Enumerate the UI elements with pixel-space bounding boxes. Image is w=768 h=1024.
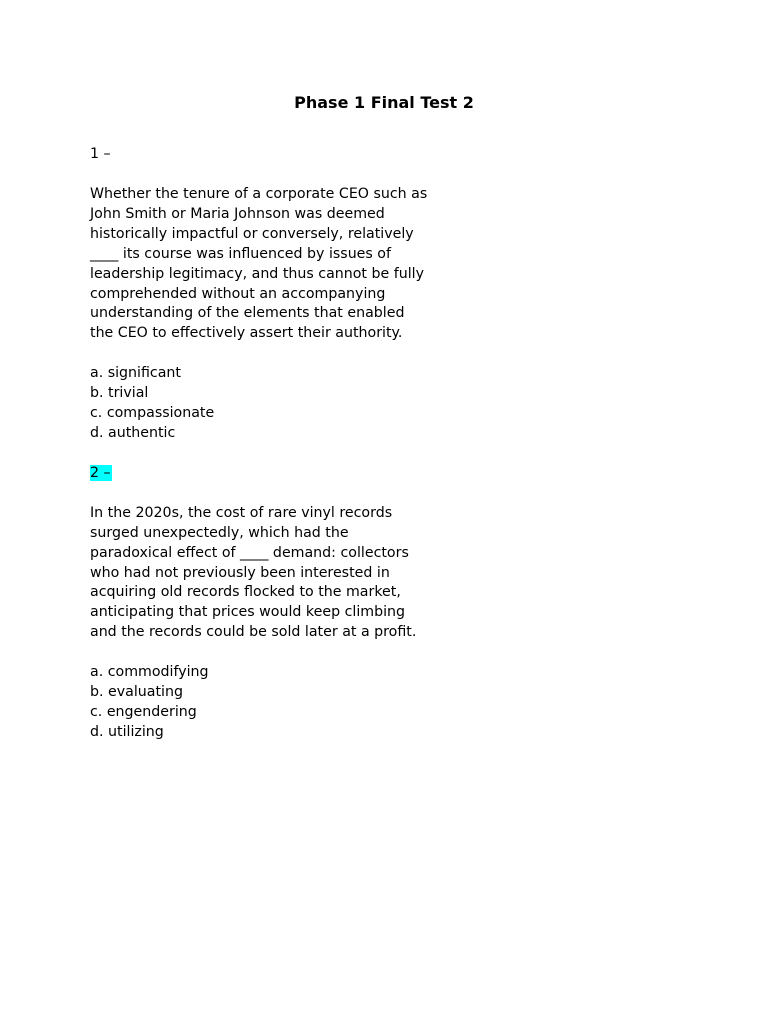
question-number-label-highlighted: 2 – (90, 464, 111, 481)
answer-option-d: d. authentic (90, 424, 176, 441)
question-number (90, 464, 430, 484)
answer-option-a: a. commodifying (90, 664, 209, 681)
question-1 (90, 145, 430, 444)
question-stem: Whether the tenure of a corporate CEO such as John Smith or Maria Johnson was deemed historically impactful or conversely, relatively ____ its course was influenced by issues of leadership legitimacy, and thus cannot be fully comprehended without an accompanying understanding of the elements that enabled the CEO to effectively assert their authority. (90, 186, 428, 342)
document-title: Phase 1 Final Test 2 (294, 93, 474, 112)
answer-options (90, 364, 430, 444)
answer-option-d: d. utilizing (90, 723, 164, 740)
answer-option-b: b. trivial (90, 385, 149, 402)
answer-option-c: c. engendering (90, 703, 197, 720)
answer-option-a: a. significant (90, 365, 181, 382)
question-list (90, 145, 430, 743)
question-2 (90, 464, 430, 743)
question-number (90, 145, 430, 165)
answer-option-c: c. compassionate (90, 405, 215, 422)
answer-option-b: b. evaluating (90, 684, 183, 701)
question-stem: In the 2020s, the cost of rare vinyl records surged unexpectedly, which had the paradoxical effect of ____ demand: collectors who had not previously been interested in acquiring old records flocked to the market, anticipating that prices would keep climbing and the records could be sold later at a profit. (90, 504, 417, 641)
question-number-label: 1 – (90, 146, 111, 162)
answer-options (90, 663, 430, 743)
